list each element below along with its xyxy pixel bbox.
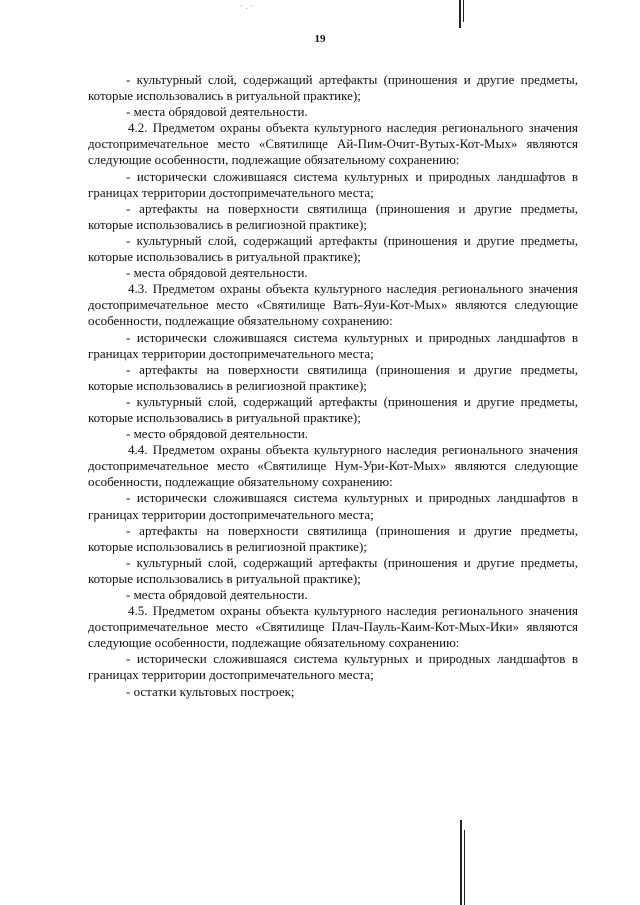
list-item: - остатки культовых построек;: [126, 683, 295, 699]
list-item: - места обрядовой деятельности.: [126, 587, 308, 602]
scan-artifact-bottom-2: [464, 830, 465, 905]
section-paragraph-4-4: 4.4. Предметом охраны объекта культурного наследия регионального значения достопримечательное место «Святилище Нум-Ури-Кот-Мых» являются следующие особенности, подлежащие обязательному сохранению:: [88, 442, 578, 490]
section-paragraph-4-5: 4.5. Предметом охраны объекта культурного наследия регионального значения достопримечательное место «Святилище Плач-Пауль-Каим-Кот-Мых-Ики» являются следующие особенности, подлежащие обязательному сохранению:: [88, 603, 578, 651]
list-item: - культурный слой, содержащий артефакты (приношения и другие предметы, которые использовались в ритуальной практике);: [88, 393, 578, 425]
scan-artifact-top: [459, 0, 461, 28]
list-item: - исторически сложившаяся система культурных и природных ландшафтов в границах территории достопримечательного места;: [88, 490, 578, 522]
list-item: - артефакты на поверхности святилища (приношения и другие предметы, которые использовались в религиозной практике);: [88, 522, 578, 554]
list-item: - исторически сложившаяся система культурных и природных ландшафтов в границах территории достопримечательного места;: [88, 168, 578, 200]
list-item: - места обрядовой деятельности.: [126, 265, 308, 281]
list-item: - места обрядовой деятельности.: [126, 104, 308, 120]
list-item: - культурный слой, содержащий артефакты (приношения и другие предметы, которые использовались в ритуальной практике);: [88, 232, 578, 265]
document-body: [88, 72, 578, 700]
list-item: - исторически сложившаяся система культурных и природных ландшафтов в границах территории достопримечательного места;: [88, 651, 578, 683]
scan-artifact-top-2: [463, 0, 464, 22]
scan-noise: · . ·: [240, 2, 253, 11]
scan-artifact-bottom: [460, 820, 462, 905]
list-item: - артефакты на поверхности святилища (приношения и другие предметы, которые использовались в религиозной практике);: [88, 200, 578, 232]
page-number: 19: [314, 33, 326, 45]
list-item: - артефакты на поверхности святилища (приношения и другие предметы, которые использовались в религиозной практике);: [88, 361, 578, 393]
list-item: - культурный слой, содержащий артефакты (приношения и другие предметы, которые использовались в ритуальной практике);: [88, 72, 578, 104]
list-item: - культурный слой, содержащий артефакты (приношения и другие предметы, которые использовались в ритуальной практике);: [88, 554, 578, 586]
list-item: - исторически сложившаяся система культурных и природных ландшафтов в границах территории достопримечательного места;: [88, 329, 578, 361]
section-paragraph-4-2: 4.2. Предметом охраны объекта культурного наследия регионального значения достопримечательное место «Святилище Ай-Пим-Очит-Вутых-Кот-Мых» являются следующие особенности, подлежащие обязательному сохранению:: [88, 120, 578, 168]
section-paragraph-4-3: 4.3. Предметом охраны объекта культурного наследия регионального значения достопримечательное место «Святилище Вать-Яуи-Кот-Мых» являются следующие особенности, подлежащие обязательному сохранению:: [88, 281, 578, 329]
list-item: - место обрядовой деятельности.: [126, 426, 309, 442]
